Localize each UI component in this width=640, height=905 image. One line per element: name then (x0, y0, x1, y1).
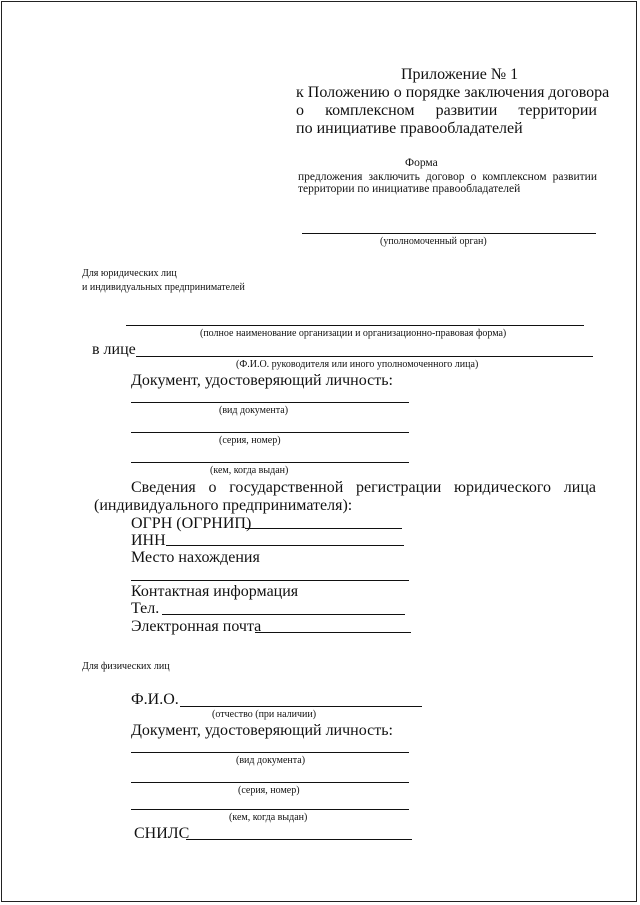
org-name-field-line[interactable] (126, 325, 584, 326)
form-title-line-1-word: комплексном (482, 171, 547, 183)
legal-heading-line-1: Для юридических лиц (82, 268, 177, 279)
individual-series-field-line[interactable] (131, 782, 409, 783)
appendix-line-2 (296, 102, 597, 120)
registration-line-2: (индивидуального предпринимателя): (94, 497, 353, 514)
form-title-line-1-word: развитии (552, 171, 597, 183)
appendix-line-1: к Положению о порядке заключения договора (296, 84, 610, 101)
fio-field-line[interactable] (180, 706, 422, 707)
legal-doc-type-field-line[interactable] (131, 402, 409, 403)
fio-label: Ф.И.О. (131, 691, 179, 708)
location-field-line[interactable] (131, 580, 409, 581)
legal-issued-field-line[interactable] (131, 462, 409, 463)
authority-field-line[interactable] (302, 233, 596, 234)
form-title-line-1-word: предложения (298, 171, 363, 183)
contacts-label: Контактная информация (131, 583, 299, 600)
individual-heading: Для физических лиц (82, 661, 170, 672)
legal-id-doc-label: Документ, удостоверяющий личность: (131, 372, 393, 389)
form-title-line-1-word: договор (425, 171, 465, 183)
legal-heading-line-2: и индивидуальных предпринимателей (82, 282, 245, 293)
legal-doc-type-caption: (вид документа) (219, 405, 289, 416)
phone-label: Тел. (131, 600, 160, 617)
snils-field-line[interactable] (186, 839, 412, 840)
appendix-title: Приложение № 1 (401, 66, 519, 83)
legal-series-caption: (серия, номер) (219, 435, 281, 446)
location-label: Место нахождения (131, 549, 260, 566)
patronymic-caption: (отчество (при наличии) (212, 709, 317, 720)
individual-series-caption: (серия, номер) (238, 785, 300, 796)
phone-field-line[interactable] (162, 614, 405, 615)
legal-issued-caption: (кем, когда выдан) (210, 465, 289, 476)
head-name-caption: (Ф.И.О. руководителя или иного уполномоченного лица) (236, 359, 479, 370)
ogrn-label: ОГРН (ОГРНИП) (131, 515, 252, 532)
registration-line-1-word: юридического (454, 479, 552, 496)
form-title-line-1-word: о (470, 171, 477, 183)
registration-line-1-word: о (208, 479, 217, 496)
appendix-line-2-word: территории (518, 102, 597, 119)
in-person-label: в лице (92, 341, 136, 358)
appendix-line-2-word: комплексном (325, 102, 415, 119)
form-title-line-1-word: заключить (368, 171, 420, 183)
email-field-line[interactable] (255, 632, 411, 633)
email-label: Электронная почта (131, 618, 262, 635)
individual-doc-type-caption: (вид документа) (236, 755, 306, 766)
individual-issued-field-line[interactable] (131, 809, 409, 810)
appendix-line-3: по инициативе правообладателей (296, 120, 523, 137)
registration-line-1-word: Сведения (131, 479, 196, 496)
org-name-caption: (полное наименование организации и организационно-правовая форма) (200, 328, 507, 339)
registration-line-1-word: государственной (229, 479, 344, 496)
registration-line-1 (131, 479, 596, 497)
authority-caption: (уполномоченный орган) (380, 236, 487, 247)
individual-doc-type-field-line[interactable] (131, 752, 409, 753)
ogrn-field-line[interactable] (245, 528, 402, 529)
form-title-line-2: территории по инициативе правообладателей (298, 183, 521, 195)
form-label: Форма (405, 157, 438, 169)
snils-label: СНИЛС (134, 825, 190, 842)
individual-id-doc-label: Документ, удостоверяющий личность: (131, 722, 393, 739)
inn-label: ИНН (131, 532, 166, 549)
head-name-field-line[interactable] (136, 356, 593, 357)
appendix-line-2-word: развитии (435, 102, 498, 119)
legal-series-field-line[interactable] (131, 432, 409, 433)
inn-field-line[interactable] (166, 545, 404, 546)
individual-issued-caption: (кем, когда выдан) (229, 812, 308, 823)
appendix-line-2-word: о (296, 102, 304, 119)
registration-line-1-word: регистрации (355, 479, 442, 496)
registration-line-1-word: лица (563, 479, 596, 496)
